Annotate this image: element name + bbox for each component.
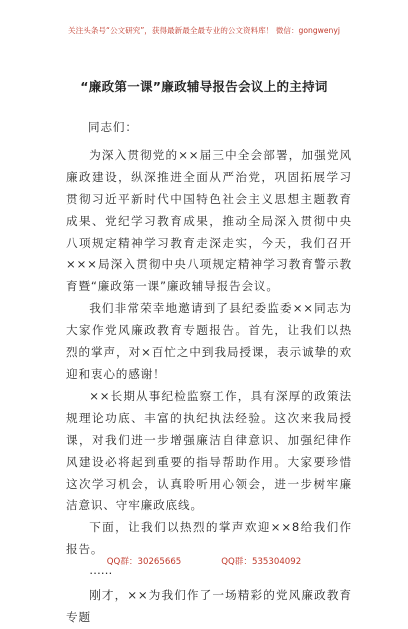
header-banner: 关注头条号“公文研究”，获得最新最全最专业的公文资料库！ 微信：gongwenyj xyxy=(68,26,340,35)
paragraph: 刚才，××为我们作了一场精彩的党风廉政教育专题 xyxy=(66,588,352,625)
paragraph: 我们非常荣幸地邀请到了县纪委监委××同志为大家作党风廉政教育专题报告。首先，让我们以热烈的掌声，对×百忙之中到我局授课，表示诚挚的欢迎和衷心的感谢！ xyxy=(66,301,352,381)
footer-contact xyxy=(0,555,408,567)
ellipsis: …… xyxy=(89,563,113,578)
footer-qq-group-2: QQ群：535304092 xyxy=(221,557,302,567)
document-title: “廉政第一课”廉政辅导报告会议上的主持词 xyxy=(80,79,328,94)
paragraph: 下面，让我们以热烈的掌声欢迎××8给我们作报告。 xyxy=(66,520,352,557)
salutation: 同志们： xyxy=(88,120,138,134)
paragraph: 为深入贯彻党的××届三中全会部署，加强党风廉政建设，纵深推进全面从严治党，巩固拓展学习贯彻习近平新时代中国特色社会主义思想主题教育成果、党纪学习教育成果，推动全局深入贯彻中央八项规定精神学习教育走深走实，今天，我们召开×××局深入贯彻中央八项规定精神学习教育警示教育暨“廉政第一课”廉政辅导报告会议。 xyxy=(66,147,352,294)
footer-qq-group-1: QQ群：30265665 xyxy=(106,557,182,567)
document-body xyxy=(66,117,352,629)
paragraph: ××长期从事纪检监察工作，具有深厚的政策法规理论功底、丰富的执纪执法经验。这次来我局授课，对我们进一步增强廉洁自律意识、加强纪律作风建设必将起到重要的指导帮助作用。大家要珍惜这次学习机会，认真聆听用心领会，进一步树牢廉洁意识、守牢廉政底线。 xyxy=(66,388,352,513)
